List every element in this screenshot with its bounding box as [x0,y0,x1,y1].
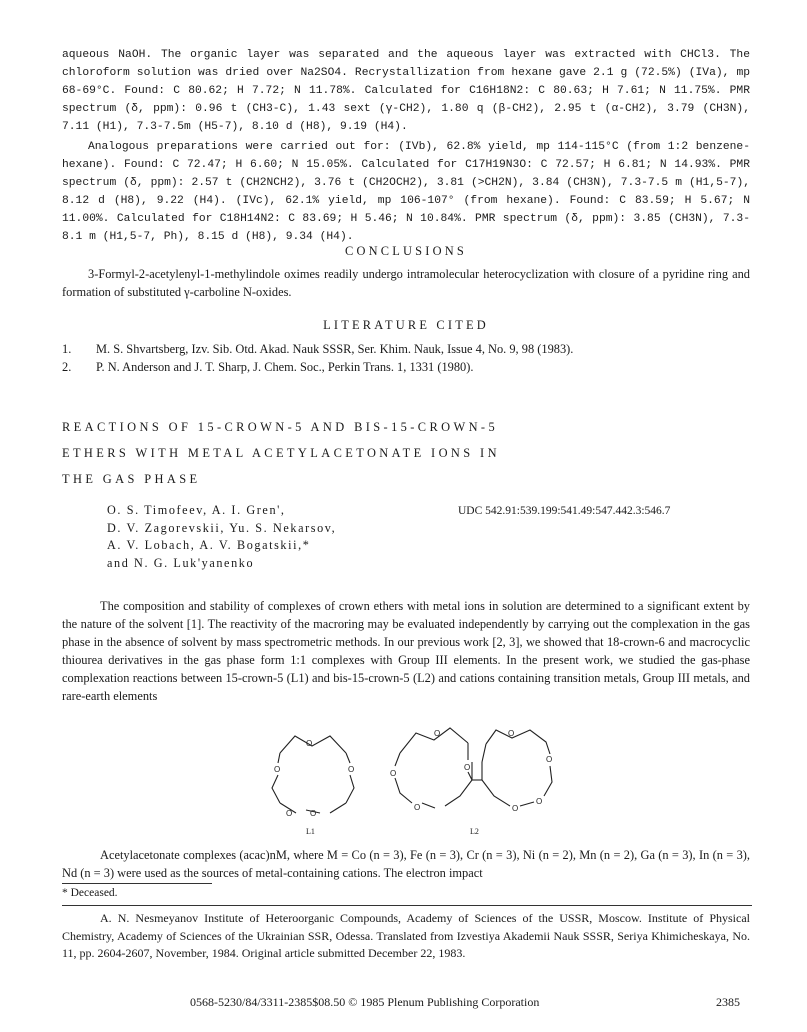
reference-item [62,340,750,358]
l2-bis-15-crown-5-structure [395,728,552,808]
article-title [62,414,622,492]
oxygen-atom-label: O [414,803,421,812]
figure-label-l1: L1 [306,827,315,836]
oxygen-atom-label: O [508,729,515,738]
affiliation-note: A. N. Nesmeyanov Institute of Heteroorganic Compounds, Academy of Sciences of the USSR, Moscow. Institute of Physical Chemistry, Academy of Sciences of the Ukrainian SSR, Odessa. Translated from Izvestiya Akademii Nauk SSSR, Seriya Khimicheskaya, No. 11, pp. 2604-2607, November, 1984. Original article submitted December 22, 1983. [62,911,750,960]
reference-number: 1. [62,342,72,356]
conclusions-text: 3-Formyl-2-acetylenyl-1-methylindole oximes readily undergo intramolecular heterocyclization with closure of a pyridine ring and formation of substituted γ-carboline N-oxides. [62,267,750,299]
footnote: * Deceased. [62,887,118,899]
reference-text: P. N. Anderson and J. T. Sharp, J. Chem. Soc., Perkin Trans. 1, 1331 (1980). [96,360,474,374]
oxygen-atom-label: O [306,739,313,748]
oxygen-atom-label: O [536,797,543,806]
oxygen-atom-label: O [434,729,441,738]
udc-code: UDC 542.91:539.199:541.49:547.442.3:546.7 [458,505,671,517]
article-title-line: REACTIONS OF 15-CROWN-5 AND BIS-15-CROWN-5 [62,420,499,434]
author-line: D. V. Zagorevskii, Yu. S. Nekarsov, [107,520,337,535]
author-list [107,502,447,572]
oxygen-atom-label: O [390,769,397,778]
acetylacetonate-paragraph: Acetylacetonate complexes (acac)nM, where M = Co (n = 3), Fe (n = 3), Cr (n = 3), Ni (n = 2), Mn (n = 2), Ga (n = 3), In (n = 3), Nd (n = 3) were used as the sources of metal-containing cations. The electron impact [62,848,750,880]
oxygen-atom-label: O [546,755,553,764]
oxygen-atom-label: O [512,804,519,813]
reference-item [62,358,750,376]
oxygen-atom-label: O [310,809,317,818]
oxygen-atom-label: O [274,765,281,774]
affiliation-rule [62,905,752,906]
footer-copyright: 0568-5230/84/3311-2385$08.50 © 1985 Plenum Publishing Corporation [190,995,540,1009]
reference-list [62,340,750,376]
l1-15-crown-5-structure [272,736,354,813]
introduction-paragraph: The composition and stability of complexes of crown ethers with metal ions in solution are determined to a significant extent by the nature of the solvent [1]. The reactivity of the macroring may be evaluated independently by carrying out the complexation in the gas phase in the absence of solvent by mass spectrometric methods. In our previous work [2, 3], we showed that 18-crown-6 and macrocyclic thiourea derivatives in the gas phase form 1:1 complexes with Group III elements. In the present work, we studied the gas-phase complexation reactions between 15-crown-5 (L1) and bis-15-crown-5 (L2) and cations containing transition metals, Group III metals, and rare-earth elements [62,599,750,703]
crown-ether-structures-figure [250,718,560,838]
author-line: and N. G. Luk'yanenko [107,555,255,570]
figure-label-l2: L2 [470,827,479,836]
experimental-paragraph-2: Analogous preparations were carried out for: (IVb), 62.8% yield, mp 114-115°C (from 1:2 benzene-hexane). Found: C 72.47; H 6.60; N 15.05%. Calculated for C17H19N3O: C 72.57; H 6.81; N 14.93%. PMR spectrum (δ, ppm): 2.57 t (CH2NCH2), 3.76 t (CH2OCH2), 3.81 (>CH2N), 3.84 (CH3N), 7.3-7.5 m (H1,5-7), 8.12 d (H8), 9.22 (H4). (IVc), 62.1% yield, mp 106-107° (from hexane). Found: C 83.59; H 5.67; N 11.00%. Calculated for C18H14N2: C 83.69; H 5.46; N 10.84%. PMR spectrum (δ, ppm): 3.85 (CH3N), 7.3-8.1 m (H1,5-7, Ph), 8.15 d (H8), 9.34 (H4). [62,141,750,243]
author-line: A. V. Lobach, A. V. Bogatskii,* [107,538,311,552]
literature-heading: LITERATURE CITED [323,318,489,332]
oxygen-atom-label: O [348,765,355,774]
reference-text: M. S. Shvartsberg, Izv. Sib. Otd. Akad. Nauk SSSR, Ser. Khim. Nauk, Issue 4, No. 9, 98 (1983). [96,342,574,356]
oxygen-atom-label: O [464,763,471,772]
article-title-line: THE GAS PHASE [62,472,201,486]
article-title-line: ETHERS WITH METAL ACETYLACETONATE IONS IN [62,446,500,460]
reference-number: 2. [62,360,72,374]
conclusions-heading: CONCLUSIONS [345,244,467,258]
author-line: O. S. Timofeev, A. I. Gren', [107,503,286,517]
oxygen-atom-label: O [286,809,293,818]
page-number: 2385 [716,995,740,1009]
experimental-paragraph-1: aqueous NaOH. The organic layer was separated and the aqueous layer was extracted with CHCl3. The chloroform solution was dried over Na2SO4. Recrystallization from hexane gave 2.1 g (72.5%) (IVa), mp 68-69°C. Found: C 80.62; H 7.72; N 11.78%. Calculated for C16H18N2: C 80.63; H 7.61; N 11.75%. PMR spectrum (δ, ppm): 0.96 t (CH3-C), 1.43 sext (γ-CH2), 1.80 q (β-CH2), 2.95 t (α-CH2), 3.79 (CH3N), 7.11 (H1), 7.3-7.5m (H5-7), 8.10 d (H8), 9.19 (H4). [62,49,750,133]
